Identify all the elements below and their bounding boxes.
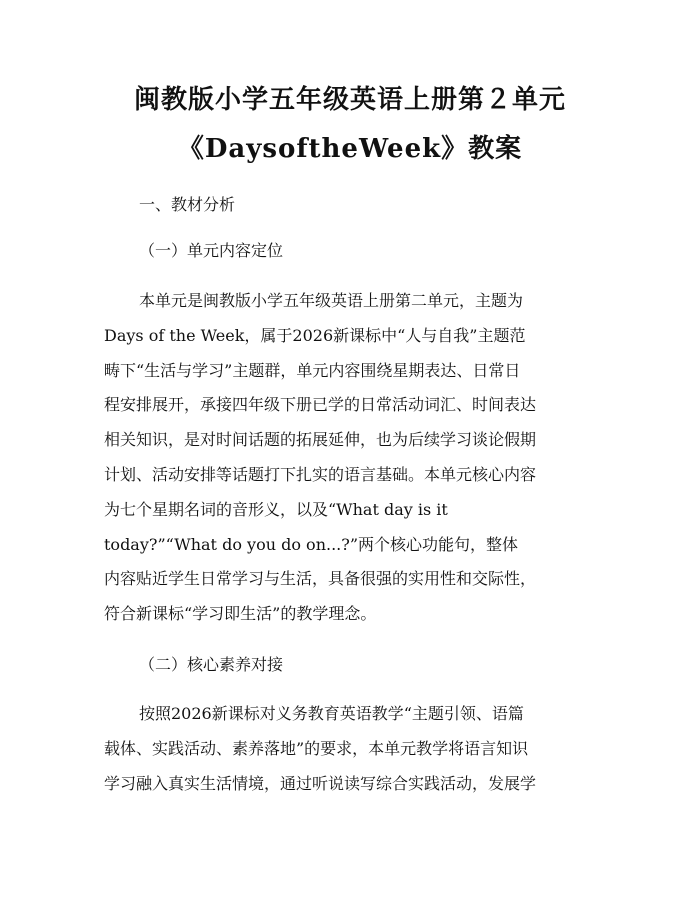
paragraph-line: 畴下“生活与学习”主题群，单元内容围绕星期表达、日常日 <box>104 360 521 380</box>
paragraph-core-literacy <box>104 697 600 801</box>
paragraph-line: 相关知识，是对时间话题的拓展延伸，也为后续学习谈论假期 <box>104 430 537 450</box>
subsection-heading-core-literacy: （二）核心素养对接 <box>139 655 284 674</box>
paragraph-line: 为七个星期名词的音形义，以及“What day is it <box>104 499 448 519</box>
paragraph-line: today?”“What do you do on...?”两个核心功能句，整体 <box>104 534 519 554</box>
document-title-line-2: 《DaysoftheWeek》教案 <box>177 134 523 164</box>
paragraph-line: 按照2026新课标对义务教育英语教学“主题引领、语篇 <box>139 704 524 723</box>
paragraph-line: 符合新课标“学习即生活”的教学理念。 <box>104 604 377 624</box>
paragraph-line: Days of the Week，属于2026新课标中“人与自我”主题范 <box>104 325 526 345</box>
paragraph-line: 程安排展开，承接四年级下册已学的日常活动词汇、时间表达 <box>104 395 537 415</box>
paragraph-line: 学习融入真实生活情境，通过听说读写综合实践活动，发展学 <box>104 773 537 793</box>
paragraph-unit-positioning <box>104 284 600 632</box>
section-heading-textbook-analysis: 一、教材分析 <box>139 195 236 214</box>
paragraph-line: 本单元是闽教版小学五年级英语上册第二单元，主题为 <box>139 291 524 310</box>
subsection-heading-unit-positioning: （一）单元内容定位 <box>139 241 284 260</box>
document-title-line-1: 闽教版小学五年级英语上册第２单元 <box>133 85 566 115</box>
paragraph-line: 计划、活动安排等话题打下扎实的语言基础。本单元核心内容 <box>104 464 537 484</box>
paragraph-line: 内容贴近学生日常学习与生活，具备很强的实用性和交际性， <box>104 569 537 589</box>
paragraph-line: 载体、实践活动、素养落地”的要求，本单元教学将语言知识 <box>104 738 529 758</box>
